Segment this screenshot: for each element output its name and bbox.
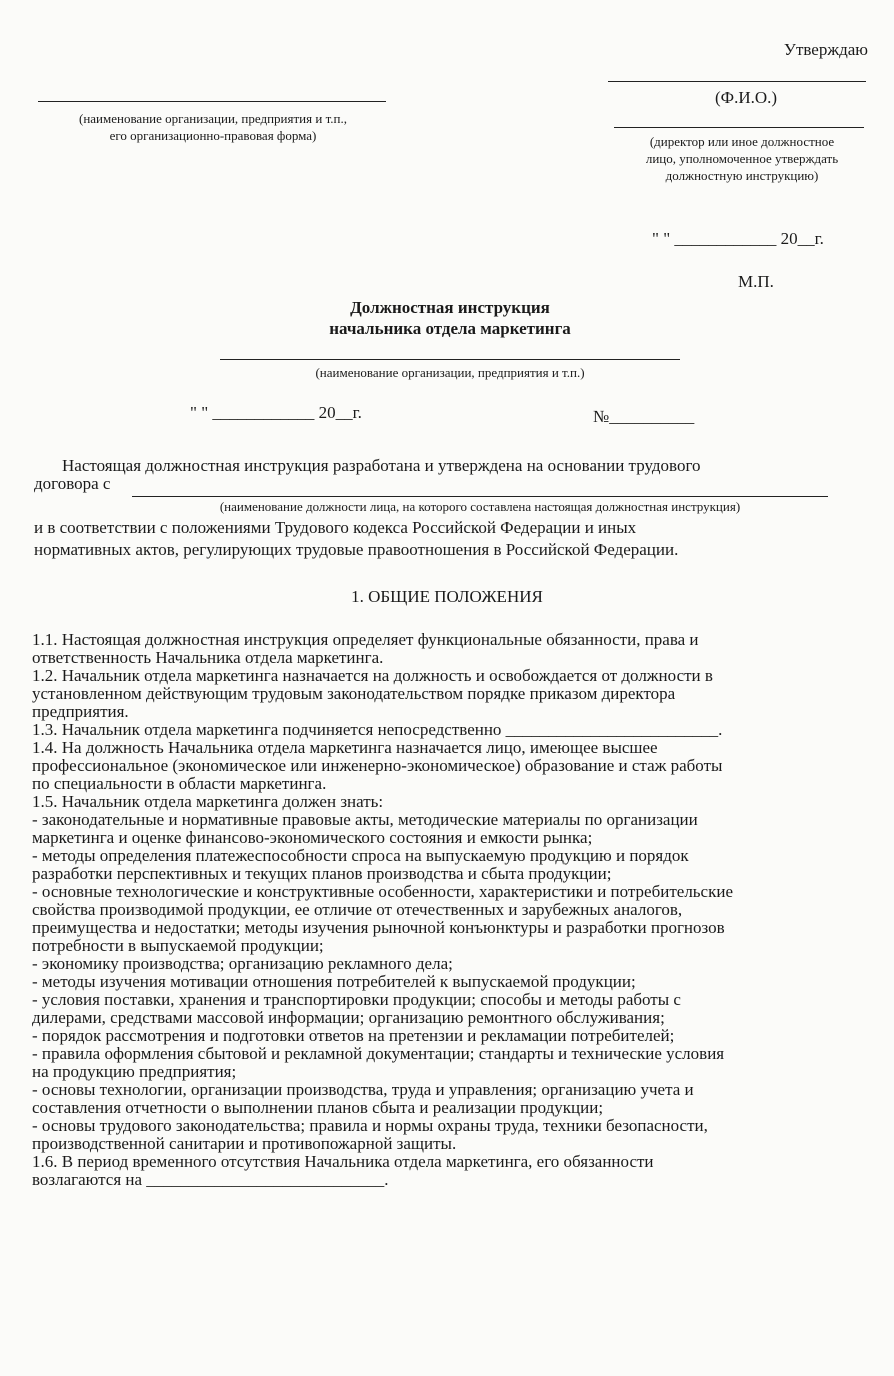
paragraph-line: - методы определения платежеспособности спроса на выпускаемую продукцию и порядок — [32, 846, 689, 865]
paragraph-line: 1.5. Начальник отдела маркетинга должен знать: — [32, 792, 384, 811]
paragraph-line: профессиональное (экономическое или инженерно-экономическое) образование и стаж работы — [32, 756, 723, 775]
director-caption-line1: (директор или иное должностное — [649, 134, 835, 149]
paragraph-line: производственной санитарии и противопожарной защиты. — [32, 1134, 457, 1153]
paragraph-line: ответственность Начальника отдела маркетинга. — [32, 648, 384, 667]
approve-date-line: " " ____________ 20__г. — [652, 229, 824, 248]
org-caption-line1: (наименование организации, предприятия и т.п., — [79, 111, 347, 126]
signature-line — [608, 81, 866, 82]
title-line1: Должностная инструкция — [350, 298, 550, 317]
director-caption-line2: лицо, уполномоченное утверждать — [645, 151, 839, 166]
director-caption — [612, 133, 872, 184]
title-org-caption: (наименование организации, предприятия и т.п.) — [315, 365, 585, 380]
paragraph-line: установленном действующим трудовым законодательством порядке приказом директора — [32, 684, 676, 703]
position-caption: (наименование должности лица, на которого составлена настоящая должностная инструкция) — [219, 499, 741, 514]
title-line2: начальника отдела маркетинга — [329, 319, 571, 338]
paragraph-line: возлагаются на ____________________________. — [32, 1170, 389, 1189]
paragraph-line: на продукцию предприятия; — [32, 1062, 237, 1081]
fio-label: (Ф.И.О.) — [715, 88, 778, 107]
org-caption — [28, 110, 398, 144]
director-caption-line3: должностную инструкцию) — [665, 168, 819, 183]
paragraph-line: - законодательные и нормативные правовые акты, методические материалы по организации — [32, 810, 698, 829]
contract-position-line — [132, 496, 828, 497]
paragraph-line: потребности в выпускаемой продукции; — [32, 936, 324, 955]
paragraph-line: - основы трудового законодательства; правила и нормы охраны труда, техники безопасности, — [32, 1116, 708, 1135]
document-date-line: " " ____________ 20__г. — [190, 403, 362, 422]
document-title — [250, 297, 650, 339]
paragraph-line: - правила оформления сбытовой и рекламной документации; стандарты и технические условия — [32, 1044, 725, 1063]
paragraph-line: 1.4. На должность Начальника отдела маркетинга назначается лицо, имеющее высшее — [32, 738, 658, 757]
paragraph-line: 1.2. Начальник отдела маркетинга назначается на должность и освобождается от должности в — [32, 666, 713, 685]
paragraph-line: предприятия. — [32, 702, 129, 721]
paragraph-line: 1.6. В период временного отсутствия Начальника отдела маркетинга, его обязанности — [32, 1152, 654, 1171]
intro-line2-prefix: договора с — [34, 474, 111, 493]
paragraph-line: - порядок рассмотрения и подготовки ответов на претензии и рекламации потребителей; — [32, 1026, 675, 1045]
paragraph-line: - методы изучения мотивации отношения потребителей к выпускаемой продукции; — [32, 972, 636, 991]
director-line — [614, 127, 864, 128]
paragraph-line: 1.1. Настоящая должностная инструкция определяет функциональные обязанности, права и — [32, 630, 699, 649]
stamp-label: М.П. — [738, 272, 774, 291]
paragraph-line: разработки перспективных и текущих планов производства и сбыта продукции; — [32, 864, 612, 883]
approve-label: Утверждаю — [783, 40, 868, 59]
paragraph-line: по специальности в области маркетинга. — [32, 774, 327, 793]
paragraph-line: составления отчетности о выполнении планов сбыта и реализации продукции; — [32, 1098, 604, 1117]
section-1-body — [32, 631, 862, 1189]
intro-line1: Настоящая должностная инструкция разработана и утверждена на основании трудового — [62, 456, 701, 475]
document-number-line: №__________ — [593, 407, 695, 426]
paragraph-line: - экономику производства; организацию рекламного дела; — [32, 954, 453, 973]
paragraph-line: дилерами, средствами массовой информации; организацию ремонтного обслуживания; — [32, 1008, 665, 1027]
paragraph-line: - условия поставки, хранения и транспортировки продукции; способы и методы работы с — [32, 990, 681, 1009]
paragraph-line: - основы технологии, организации производства, труда и управления; организацию учета и — [32, 1080, 694, 1099]
title-org-line — [220, 359, 680, 360]
org-caption-line2: его организационно-правовая форма) — [109, 128, 317, 143]
paragraph-line: свойства производимой продукции, ее отличие от отечественных и зарубежных аналогов, — [32, 900, 683, 919]
intro-line3: и в соответствии с положениями Трудового кодекса Российской Федерации и иных — [34, 518, 637, 537]
paragraph-line: 1.3. Начальник отдела маркетинга подчиняется непосредственно _________________________. — [32, 720, 723, 739]
paragraph-line: маркетинга и оценке финансово-экономического состояния и емкости рынка; — [32, 828, 593, 847]
intro-line4: нормативных актов, регулирующих трудовые правоотношения в Российской Федерации. — [34, 540, 679, 559]
section-1-heading: 1. ОБЩИЕ ПОЛОЖЕНИЯ — [351, 587, 543, 606]
org-name-line — [38, 101, 386, 102]
paragraph-line: - основные технологические и конструктивные особенности, характеристики и потребительские — [32, 882, 734, 901]
paragraph-line: преимущества и недостатки; методы изучения рыночной конъюнктуры и разработки прогнозов — [32, 918, 725, 937]
